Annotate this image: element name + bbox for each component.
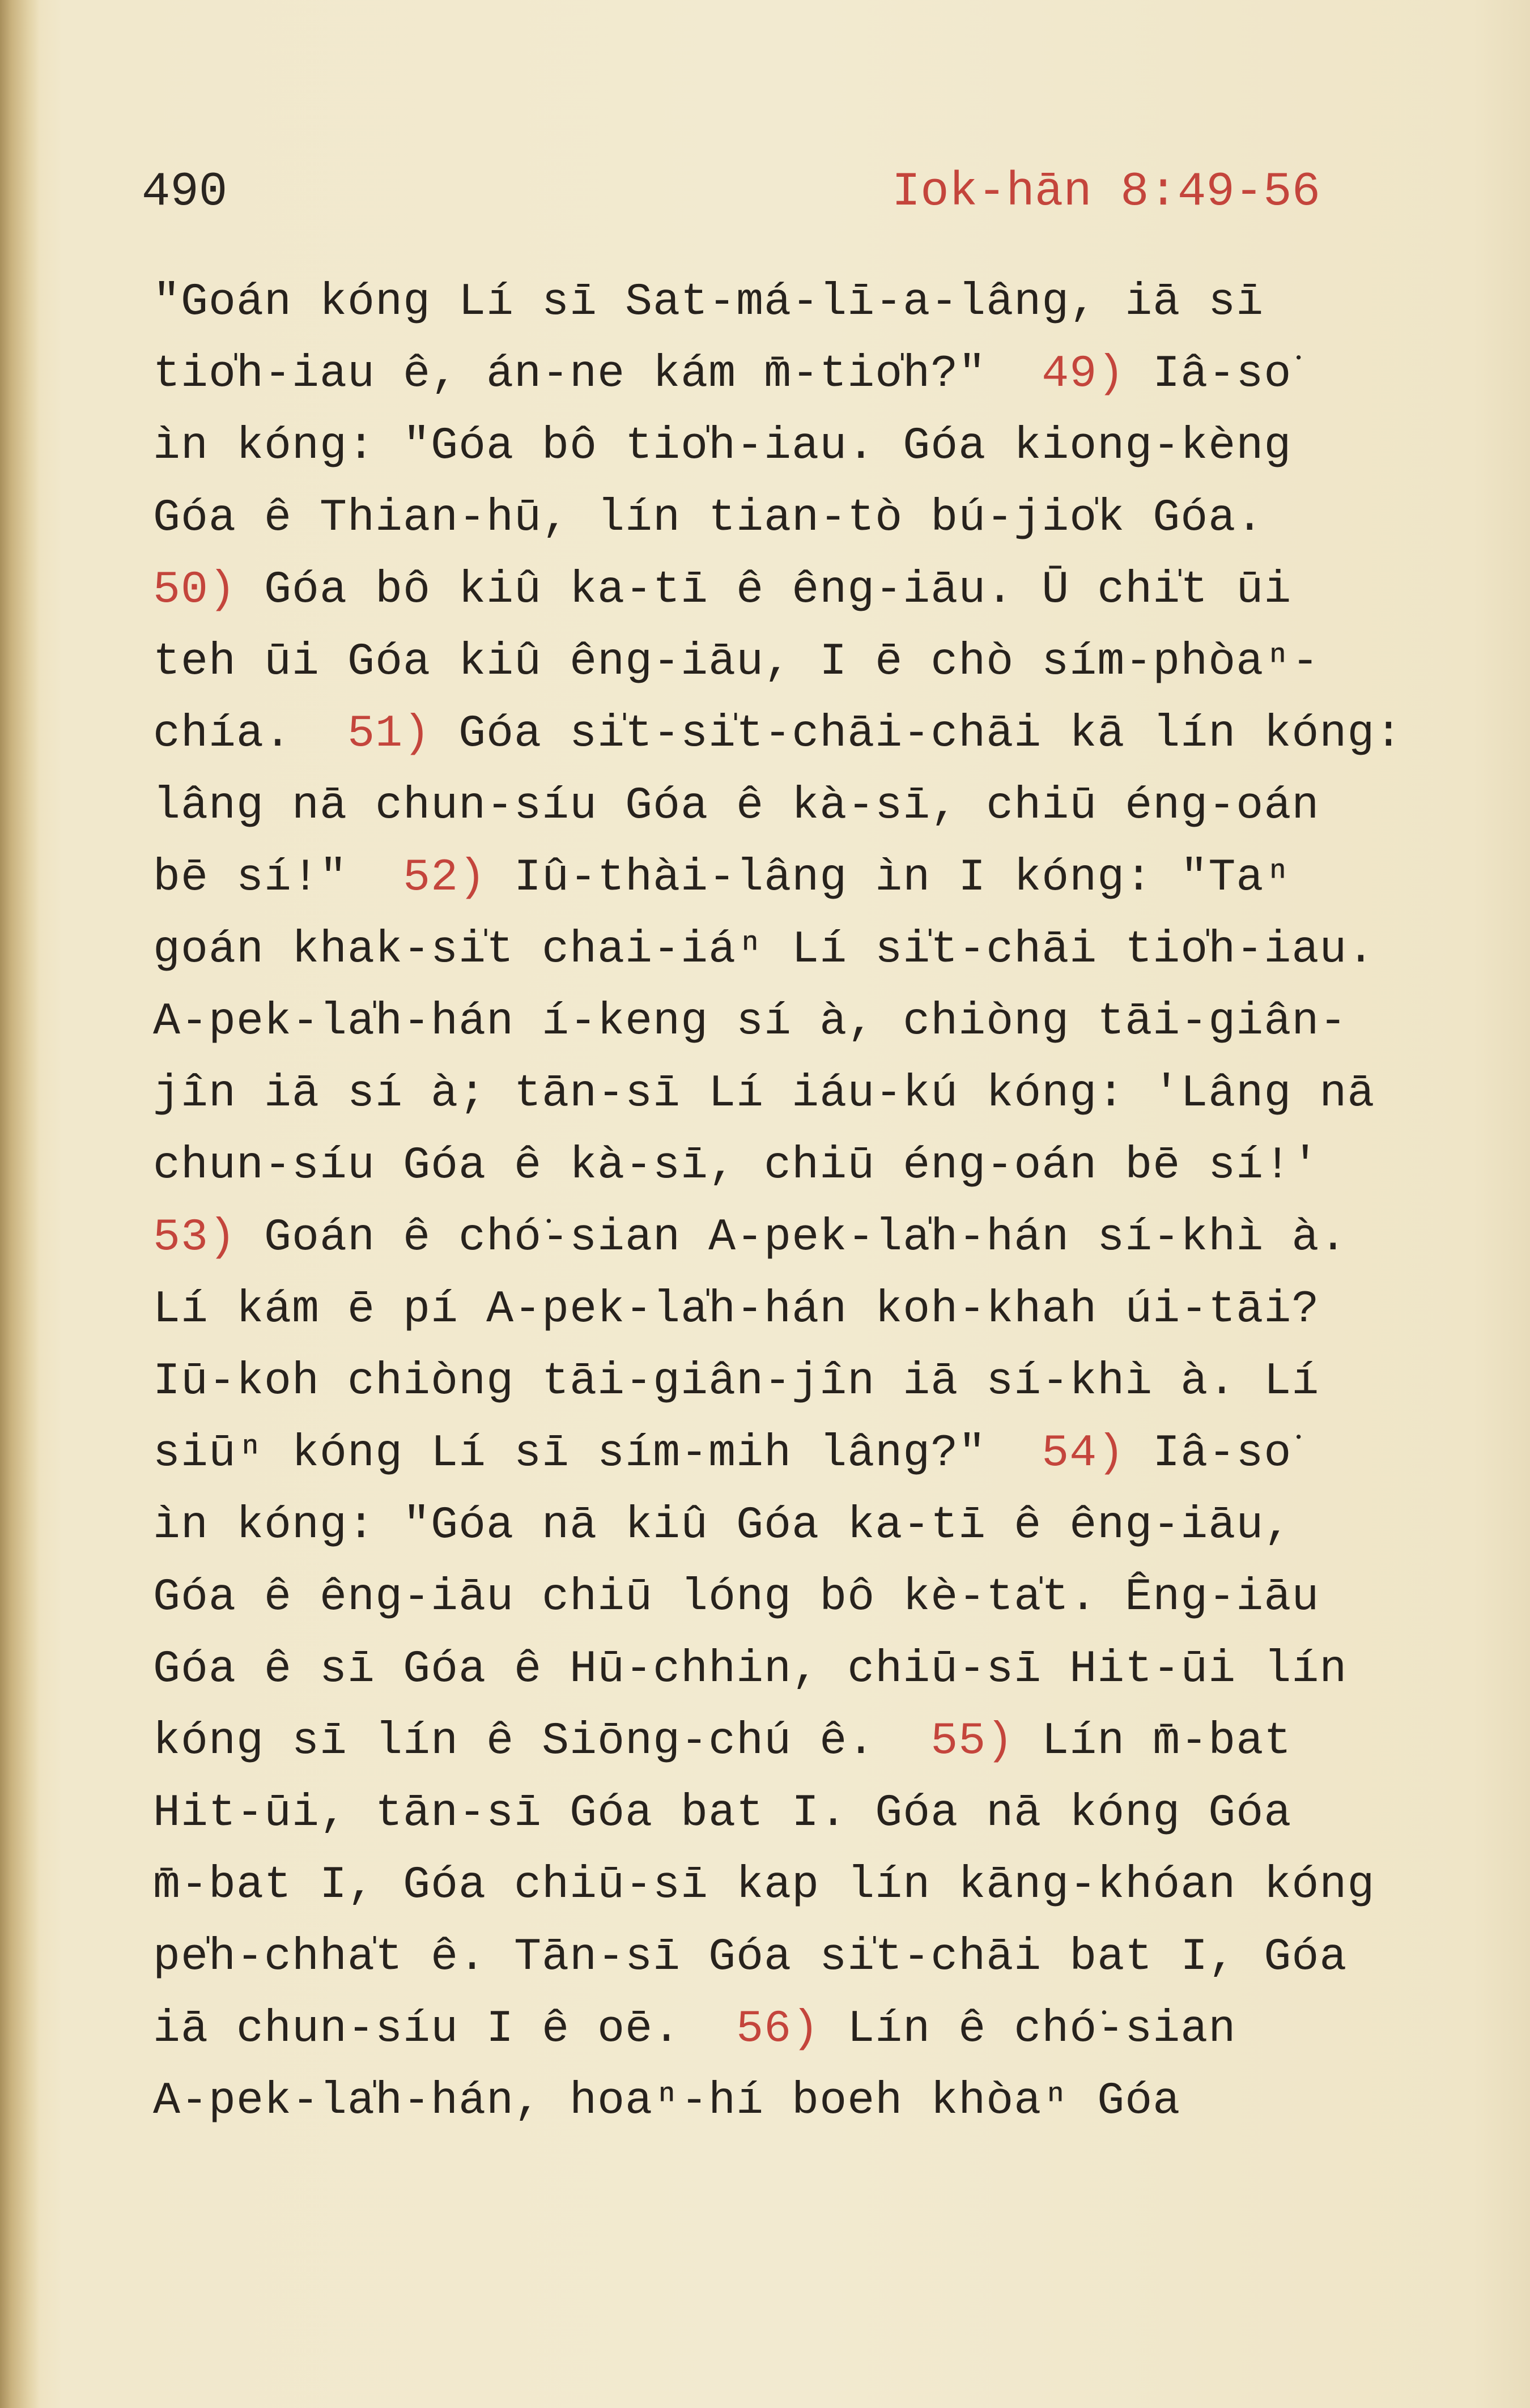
text-segment: kóng sī lín ê Siōng-chú ê. [153, 1716, 931, 1767]
verse-number: 52) [403, 852, 487, 904]
text-segment: pe̍h-chha̍t ê. Tān-sī Góa si̍t-chāi bat I, Góa [153, 1931, 1348, 1983]
text-segment: ìn kóng: "Góa bô tio̍h-iau. Góa kiong-kèng [153, 420, 1292, 472]
text-line [153, 770, 1456, 842]
page-number: 490 [142, 165, 228, 219]
text-segment: Góa ê êng-iāu chiū lóng bô kè-ta̍t. Êng-iāu [153, 1572, 1320, 1623]
text-line [153, 554, 1456, 626]
text-segment: Góa si̍t-si̍t-chāi-chāi kā lín kóng: [431, 708, 1403, 760]
text-segment: Góa bô kiû ka-tī ê êng-iāu. Ū chi̍t ūi [236, 564, 1292, 616]
text-segment: Iâ-so͘ [1125, 1428, 1292, 1479]
text-segment: Iû-thài-lâng ìn I kóng: "Taⁿ [486, 852, 1292, 904]
text-segment: Lín ê chó͘-sian [819, 2003, 1236, 2055]
text-line [153, 914, 1456, 986]
text-segment: ìn kóng: "Góa nā kiû Góa ka-tī ê êng-iāu, [153, 1500, 1292, 1551]
text-segment: chía. [153, 708, 348, 760]
text-line [153, 1346, 1456, 1418]
text-line [153, 626, 1456, 698]
text-segment: iā chun-síu I ê oē. [153, 2003, 737, 2055]
text-line [153, 1202, 1456, 1274]
text-segment: Hit-ūi, tān-sī Góa bat I. Góa nā kóng Góa [153, 1788, 1292, 1839]
text-segment: tio̍h-iau ê, án-ne kám m̄-tio̍h?" [153, 348, 1042, 400]
verse-number: 56) [736, 2003, 820, 2055]
text-line [153, 338, 1456, 410]
text-segment: Góa ê Thian-hū, lín tian-tò bú-jio̍k Góa. [153, 492, 1264, 544]
text-segment: jîn iā sí à; tān-sī Lí iáu-kú kóng: 'Lâng nā [153, 1068, 1375, 1120]
text-segment: Iâ-so͘ [1125, 348, 1292, 400]
text-segment: bē sí!" [153, 852, 403, 904]
text-segment: teh ūi Góa kiû êng-iāu, I ē chò sím-phòaⁿ- [153, 636, 1320, 688]
text-segment: Iū-koh chiòng tāi-giân-jîn iā sí-khì à. Lí [153, 1356, 1320, 1407]
text-segment: A-pek-la̍h-hán í-keng sí à, chiòng tāi-giân- [153, 996, 1348, 1048]
text-line [153, 1921, 1456, 1993]
text-line [153, 266, 1456, 338]
text-segment: m̄-bat I, Góa chiū-sī kap lín kāng-khóan kóng [153, 1860, 1375, 1911]
text-line [153, 1993, 1456, 2065]
text-segment: siūⁿ kóng Lí sī sím-mih lâng?" [153, 1428, 1042, 1479]
text-segment: Lín m̄-bat [1014, 1716, 1292, 1767]
verse-number: 55) [930, 1716, 1014, 1767]
text-line [153, 410, 1456, 482]
verse-number: 50) [153, 564, 237, 616]
text-segment: Goán ê chó͘-sian A-pek-la̍h-hán sí-khì à. [236, 1212, 1348, 1263]
running-head: Iok-hān 8:49-56 [891, 165, 1320, 219]
text-line [153, 986, 1456, 1058]
text-segment: Lí kám ē pí A-pek-la̍h-hán koh-khah úi-tāi? [153, 1284, 1320, 1335]
text-segment: goán khak-si̍t chai-iáⁿ Lí si̍t-chāi tio̍h-iau. [153, 924, 1375, 976]
text-line [153, 1849, 1456, 1921]
text-line [153, 1418, 1456, 1490]
text-line [153, 482, 1456, 554]
page-gutter-edge [0, 0, 40, 2408]
text-line [153, 1633, 1456, 1705]
scripture-text [153, 266, 1456, 2137]
text-segment: lâng nā chun-síu Góa ê kà-sī, chiū éng-oán [153, 780, 1320, 832]
text-line [153, 1562, 1456, 1633]
text-line [153, 842, 1456, 914]
text-line [153, 1777, 1456, 1849]
text-line [153, 1274, 1456, 1346]
verse-number: 53) [153, 1212, 237, 1263]
verse-number: 51) [347, 708, 431, 760]
text-line [153, 2065, 1456, 2137]
text-segment: A-pek-la̍h-hán, hoaⁿ-hí boeh khòaⁿ Góa [153, 2075, 1181, 2127]
text-line [153, 1058, 1456, 1130]
verse-number: 49) [1042, 348, 1125, 400]
text-line [153, 1705, 1456, 1777]
text-line [153, 1490, 1456, 1562]
text-line [153, 698, 1456, 770]
text-segment: "Goán kóng Lí sī Sat-má-lī-a-lâng, iā sī [153, 276, 1264, 328]
page-header [142, 161, 1320, 224]
text-segment: chun-síu Góa ê kà-sī, chiū éng-oán bē sí!' [153, 1140, 1320, 1192]
text-line [153, 1130, 1456, 1202]
text-segment: Góa ê sī Góa ê Hū-chhin, chiū-sī Hit-ūi lín [153, 1644, 1348, 1695]
verse-number: 54) [1042, 1428, 1125, 1479]
